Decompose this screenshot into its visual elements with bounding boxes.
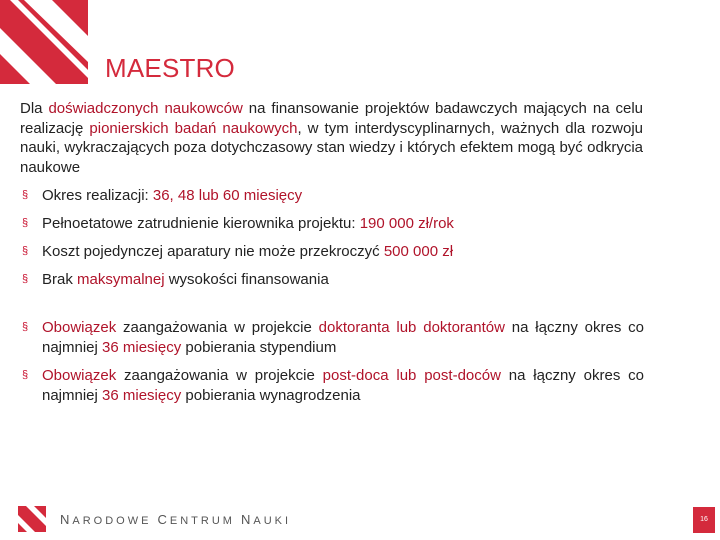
ncn-logo-icon: [0, 0, 88, 84]
highlighted-text: doświadczonych naukowców: [48, 100, 243, 117]
highlighted-text: Obowiązek: [42, 367, 117, 384]
slide-title: MAESTRO: [105, 53, 235, 83]
body-text: Okres realizacji:: [42, 187, 153, 204]
body-text: wysokości finansowania: [164, 271, 329, 288]
body-text: pobierania wynagrodzenia: [181, 386, 361, 404]
bullet-marker: §: [22, 369, 29, 381]
bullet-item: [20, 270, 644, 290]
bullet-item: [20, 318, 644, 357]
bullet-marker: §: [22, 245, 29, 257]
footer-text-part: C: [157, 512, 170, 527]
bullet-marker: §: [22, 321, 29, 333]
bullet-marker: §: [22, 217, 29, 229]
footer-text-part: N: [241, 512, 254, 527]
body-text: Koszt pojedynczej aparatury nie może przekroczyć: [42, 243, 384, 260]
footer-text-part: AUKI: [253, 515, 292, 527]
highlighted-text: 36, 48 lub 60 miesięcy: [152, 187, 303, 204]
intro-paragraph: [20, 99, 643, 177]
bullet-item: [20, 366, 644, 405]
footer-text-part: N: [60, 512, 73, 527]
ncn-logo-icon: [18, 506, 46, 532]
body-text: pobierania stypendium: [181, 338, 337, 356]
body-text: zaangażowania w projekcie: [116, 319, 319, 336]
bullet-item: [20, 242, 644, 262]
body-text: Dla: [20, 100, 49, 117]
highlighted-text: 36 miesięcy: [102, 338, 182, 356]
body-text: , w tym interdyscyplinarnych, ważnych dla rozwoju nauki, wykraczających poza dotychczasowy stan wiedzy i których efektem mogą być odkrycia naukowe: [20, 119, 643, 176]
highlighted-text: 36 miesięcy: [102, 386, 182, 404]
page-number: 16: [693, 507, 715, 533]
bullet-marker: §: [22, 273, 29, 285]
highlighted-text: post-doca lub post-doców: [322, 367, 501, 384]
footer-org-name: [60, 512, 291, 527]
body-text: Brak: [42, 271, 78, 288]
footer-text-part: ENTRUM: [169, 515, 242, 527]
body-text: Pełnoetatowe zatrudnienie kierownika projektu:: [42, 215, 360, 232]
highlighted-text: pionierskich badań naukowych: [89, 119, 298, 137]
body-text: zaangażowania w projekcie: [116, 367, 323, 384]
bullet-item: [20, 214, 644, 234]
highlighted-text: 190 000 zł/rok: [359, 215, 454, 232]
footer-text-part: ARODOWE: [72, 515, 158, 527]
body-text: na łączny okres co najmniej: [42, 319, 645, 356]
highlighted-text: 500 000 zł: [383, 243, 454, 260]
bullet-marker: §: [22, 189, 29, 201]
body-text: na finansowanie projektów badawczych mających na celu realizację: [20, 100, 643, 137]
body-text: na łączny okres co najmniej: [42, 367, 644, 404]
highlighted-text: doktoranta lub doktorantów: [318, 319, 505, 336]
bullet-item: [20, 186, 644, 206]
highlighted-text: Obowiązek: [42, 319, 117, 336]
highlighted-text: maksymalnej: [77, 271, 165, 288]
